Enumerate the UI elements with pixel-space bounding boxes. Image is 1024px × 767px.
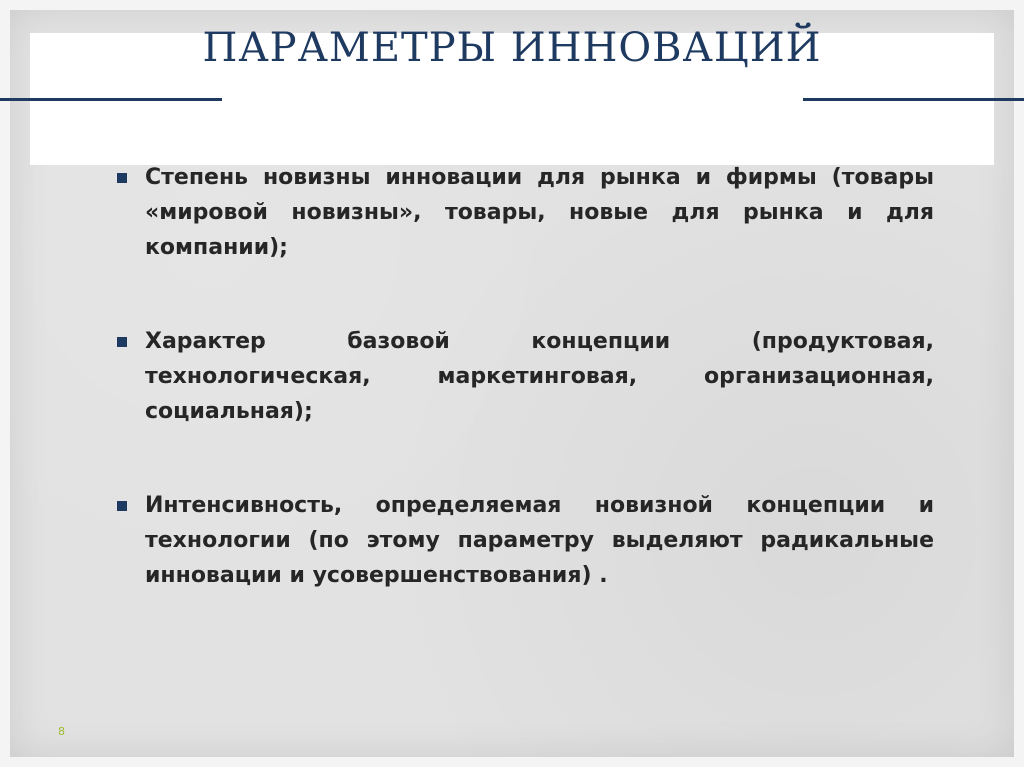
bullet-text: Степень новизны инновации для рынка и фирмы (товары «мировой новизны», товары, новые для рынка и для компании); [145,165,934,260]
square-bullet-icon [117,173,127,183]
bullet-item-intensity [112,488,934,593]
bullet-item-novelty [112,160,934,265]
title-rule-right [803,98,1024,101]
square-bullet-icon [117,337,127,347]
bullet-text: Интенсивность, определяемая новизной концепции и технологии (по этому параметру выделяют радикальные инновации и усовершенствования) . [145,493,934,588]
bullet-item-concept [112,324,934,429]
square-bullet-icon [117,501,127,511]
slide-title: ПАРАМЕТРЫ ИННОВАЦИЙ [202,25,822,71]
bullet-text: Характер базовой концепции (продуктовая, технологическая, маркетинговая, организационная, социальная); [145,329,934,424]
bullet-list [112,160,934,652]
title-rule-left [0,98,222,101]
slide-number: 8 [58,725,65,738]
